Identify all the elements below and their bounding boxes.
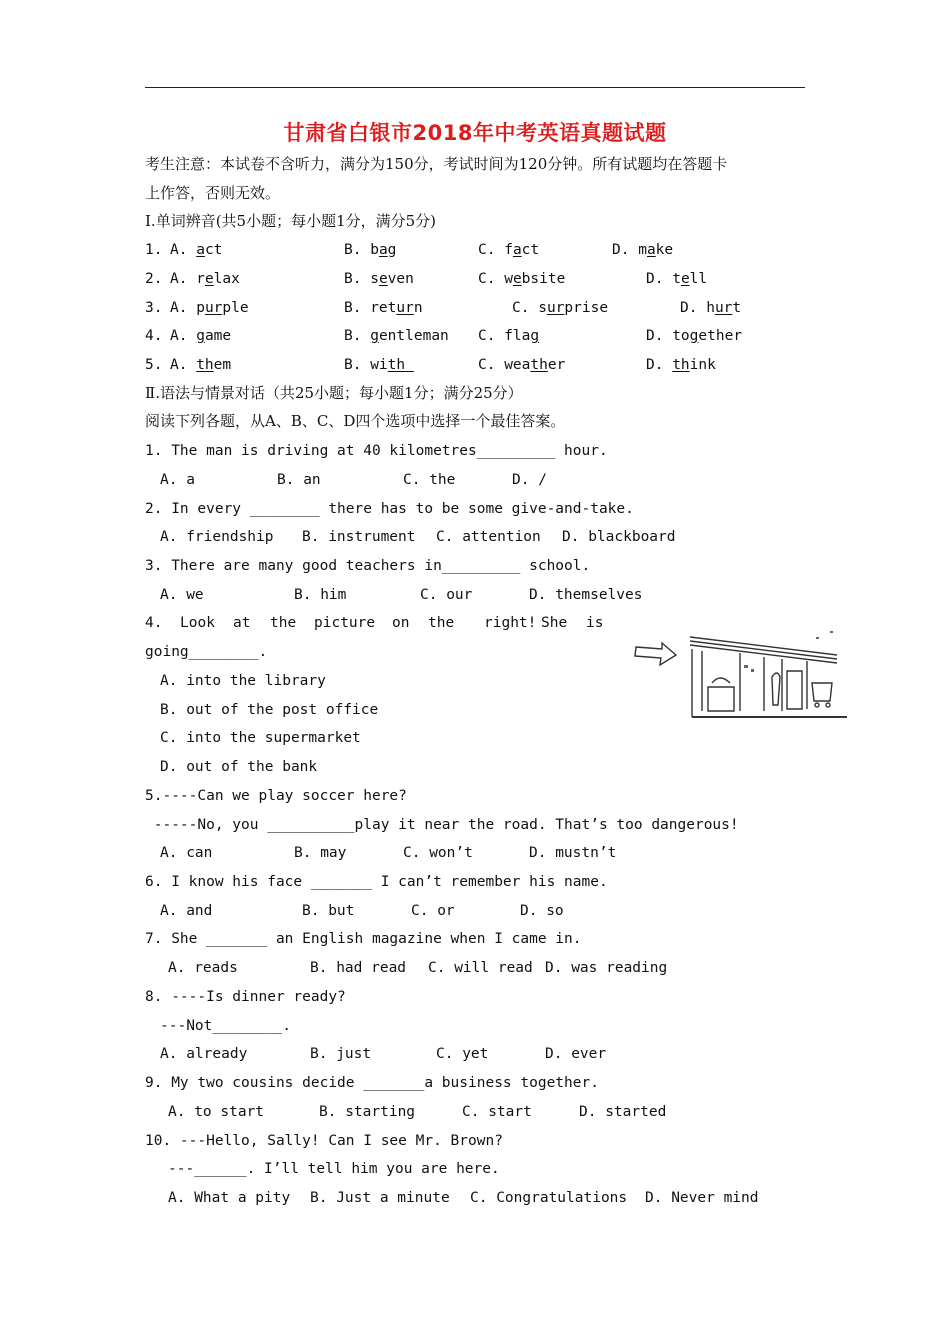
question-5-line-1: 5.----Can we play soccer here? [145, 788, 407, 804]
word-suffix: ink [689, 357, 716, 373]
option-letter: B. [344, 242, 371, 258]
word-prefix: s [538, 300, 547, 316]
phonetics-q4-option-b [344, 323, 449, 349]
q4-stem-word: 4. [145, 615, 163, 631]
q2-option-a: A. friendship [160, 529, 274, 545]
section1-heading: I.单词辨音(共5小题；每小题1分，满分5分) [145, 212, 437, 230]
q9-option-b: B. starting [319, 1104, 416, 1120]
q8-option-d: D. ever [545, 1046, 607, 1062]
option-letter: B. [344, 328, 371, 344]
option-letter: A. [170, 300, 197, 316]
option-letter: D. [646, 357, 673, 373]
question-7-stem: 7. She _______ an English magazine when I came in. [145, 931, 582, 947]
phonetics-q2-option-d [646, 266, 707, 292]
q4-option-a: A. into the library [160, 673, 326, 689]
word-prefix: b [370, 242, 379, 258]
q4-stem-word: Look [180, 615, 215, 631]
word-suffix: n [413, 300, 423, 316]
q7-option-d: D. was reading [545, 960, 668, 976]
question-8-line-1: 8. ----Is dinner ready? [145, 989, 346, 1005]
word-prefix: w [504, 271, 513, 287]
underlined-sound: ur [714, 300, 733, 316]
underlined-sound: g [196, 328, 205, 344]
option-letter: D. [646, 271, 673, 287]
word-prefix: wi [370, 357, 388, 373]
q1-option-a: A. a [160, 472, 195, 488]
section2-heading: Ⅱ.语法与情景对话（共25小题；每小题1分；满分25分） [145, 384, 523, 402]
word-suffix: t [732, 300, 742, 316]
phonetics-q3-option-b [344, 295, 423, 321]
q5-option-b: B. may [294, 845, 347, 861]
question-6-stem: 6. I know his face _______ I can’t remember his name. [145, 874, 608, 890]
phonetics-q3-option-a [170, 295, 249, 321]
underlined-sound: ur [396, 300, 414, 316]
underlined-sound: a [646, 242, 656, 258]
exam-title: 甘肃省白银市2018年中考英语真题试题 [283, 121, 667, 145]
q4-option-b: B. out of the post office [160, 702, 379, 718]
word-prefix: r [196, 271, 205, 287]
q3-option-b: B. him [294, 587, 347, 603]
option-letter: C. [478, 271, 505, 287]
q5-option-d: D. mustn’t [529, 845, 617, 861]
q10-option-c: C. Congratulations [470, 1190, 628, 1206]
phonetics-q5-option-b [344, 352, 414, 378]
phonetics-q5-option-a [170, 352, 231, 378]
phonetics-q4-option-a [170, 323, 231, 349]
option-letter: D. [646, 328, 673, 344]
option-letter: A. [170, 328, 197, 344]
q7-option-b: B. had read [310, 960, 407, 976]
q3-option-a: A. we [160, 587, 204, 603]
q4-option-d: D. out of the bank [160, 759, 318, 775]
word-suffix: ame [204, 328, 232, 344]
phonetics-q5-option-c [478, 352, 565, 378]
q2-option-c: C. attention [436, 529, 541, 545]
underlined-sound: g [530, 328, 540, 344]
underlined-sound: e [378, 271, 388, 287]
q4-stem-word: right! [484, 615, 537, 631]
phonetics-q2-number: 2. [145, 271, 163, 287]
notice-line-1: 考生注意：本试卷不含听力，满分为150分，考试时间为120分钟。所有试题均在答题卡 [145, 155, 728, 173]
q10-option-a: A. What a pity [168, 1190, 291, 1206]
word-suffix: g [387, 242, 397, 258]
word-suffix: entleman [378, 328, 449, 344]
phonetics-q2-option-a [170, 266, 240, 292]
phonetics-q3-number: 3. [145, 300, 163, 316]
option-letter: A. [170, 357, 197, 373]
word-suffix: prise [564, 300, 609, 316]
q9-option-a: A. to start [168, 1104, 265, 1120]
underlined-sound: ur [546, 300, 565, 316]
q3-option-d: D. themselves [529, 587, 643, 603]
underlined-sound: th [387, 357, 414, 373]
q6-option-d: D. so [520, 903, 564, 919]
word-prefix: wea [504, 357, 531, 373]
q4-stem-word: at [233, 615, 251, 631]
q4-option-c: C. into the supermarket [160, 730, 361, 746]
underlined-sound: ur [204, 300, 223, 316]
q2-option-b: B. instrument [302, 529, 416, 545]
q4-stem-word: on [392, 615, 410, 631]
q4-stem-word: the [270, 615, 297, 631]
option-letter: D. [680, 300, 707, 316]
question-1-stem: 1. The man is driving at 40 kilometres_________ hour. [145, 443, 608, 459]
word-prefix: p [196, 300, 205, 316]
phonetics-q5-number: 5. [145, 357, 163, 373]
phonetics-q4-number: 4. [145, 328, 163, 344]
underlined-sound: e [204, 271, 214, 287]
word-suffix: lax [213, 271, 240, 287]
phonetics-q1-option-c [478, 237, 539, 263]
underlined-sound: e [512, 271, 522, 287]
phonetics-q5-option-d [646, 352, 716, 378]
q1-option-d: D. / [512, 472, 547, 488]
q6-option-b: B. but [302, 903, 355, 919]
word-suffix: em [213, 357, 232, 373]
question-5-line-2: -----No, you __________play it near the road. That’s too dangerous! [145, 817, 739, 833]
q2-option-d: D. blackboard [562, 529, 676, 545]
option-letter: B. [344, 357, 371, 373]
word-suffix: ven [387, 271, 414, 287]
notice-line-2: 上作答，否则无效。 [145, 184, 281, 202]
option-letter: B. [344, 271, 371, 287]
option-letter: C. [478, 328, 505, 344]
word-prefix: h [706, 300, 715, 316]
q1-option-b: B. an [277, 472, 321, 488]
question-10-line-2: ---______. I’ll tell him you are here. [168, 1161, 500, 1177]
q4-stem-word: the [428, 615, 455, 631]
word-suffix: ether [698, 328, 743, 344]
phonetics-q1-option-d [612, 237, 673, 263]
q8-option-b: B. just [310, 1046, 372, 1062]
question-8-line-2: ---Not________. [160, 1018, 291, 1034]
option-letter: A. [170, 271, 197, 287]
option-letter: B. [344, 300, 371, 316]
arrow-icon [635, 643, 676, 665]
underlined-sound: e [680, 271, 690, 287]
question-10-line-1: 10. ---Hello, Sally! Can I see Mr. Brown? [145, 1133, 503, 1149]
phonetics-q1-number: 1. [145, 242, 163, 258]
word-prefix: f [504, 242, 513, 258]
q5-option-a: A. can [160, 845, 213, 861]
phonetics-q2-option-c [478, 266, 565, 292]
q4-stem-word: picture [314, 615, 376, 631]
option-letter: C. [512, 300, 539, 316]
word-suffix: ke [655, 242, 674, 258]
q7-option-c: C. will read [428, 960, 533, 976]
question-9-stem: 9. My two cousins decide _______a business together. [145, 1075, 599, 1091]
section2-instruction: 阅读下列各题，从A、B、C、D四个选项中选择一个最佳答案。 [145, 412, 566, 430]
shop-illustration [632, 625, 852, 725]
option-letter: D. [612, 242, 639, 258]
question-2-stem: 2. In every ________ there has to be some give-and-take. [145, 501, 634, 517]
phonetics-q3-option-d [680, 295, 741, 321]
word-prefix: ret [370, 300, 397, 316]
word-suffix: er [547, 357, 566, 373]
header-rule [145, 87, 805, 88]
underlined-sound: th [196, 357, 214, 373]
phonetics-q3-option-c [512, 295, 608, 321]
word-prefix: s [370, 271, 379, 287]
word-suffix: bsite [521, 271, 566, 287]
q6-option-a: A. and [160, 903, 213, 919]
q7-option-a: A. reads [168, 960, 238, 976]
q5-option-c: C. won’t [403, 845, 473, 861]
q6-option-c: C. or [411, 903, 455, 919]
question-4-stem-line-2: going________. [145, 644, 268, 660]
q10-option-b: B. Just a minute [310, 1190, 450, 1206]
underlined-sound: g [370, 328, 379, 344]
option-letter: A. [170, 242, 197, 258]
phonetics-q1-option-a [170, 237, 222, 263]
underlined-sound: th [672, 357, 690, 373]
phonetics-q1-option-b [344, 237, 396, 263]
q10-option-d: D. Never mind [645, 1190, 759, 1206]
underlined-sound: a [378, 242, 388, 258]
phonetics-q4-option-c [478, 323, 539, 349]
word-suffix: ll [689, 271, 708, 287]
q9-option-c: C. start [462, 1104, 532, 1120]
option-letter: C. [478, 242, 505, 258]
q4-stem-word: She [541, 615, 568, 631]
underlined-sound: a [512, 242, 522, 258]
word-suffix: ct [204, 242, 223, 258]
word-prefix: fla [504, 328, 531, 344]
word-prefix: m [638, 242, 647, 258]
word-suffix: ct [521, 242, 540, 258]
word-suffix: ple [222, 300, 249, 316]
underlined-sound: g [689, 328, 699, 344]
underlined-sound: a [196, 242, 205, 258]
q9-option-d: D. started [579, 1104, 667, 1120]
q8-option-a: A. already [160, 1046, 248, 1062]
option-letter: C. [478, 357, 505, 373]
q8-option-c: C. yet [436, 1046, 489, 1062]
phonetics-q4-option-d [646, 323, 742, 349]
q4-stem-word: is [586, 615, 604, 631]
underlined-sound: th [530, 357, 548, 373]
word-prefix: to [672, 328, 690, 344]
word-prefix: t [672, 271, 681, 287]
q3-option-c: C. our [420, 587, 473, 603]
q1-option-c: C. the [403, 472, 456, 488]
phonetics-q2-option-b [344, 266, 414, 292]
question-3-stem: 3. There are many good teachers in_________ school. [145, 558, 591, 574]
